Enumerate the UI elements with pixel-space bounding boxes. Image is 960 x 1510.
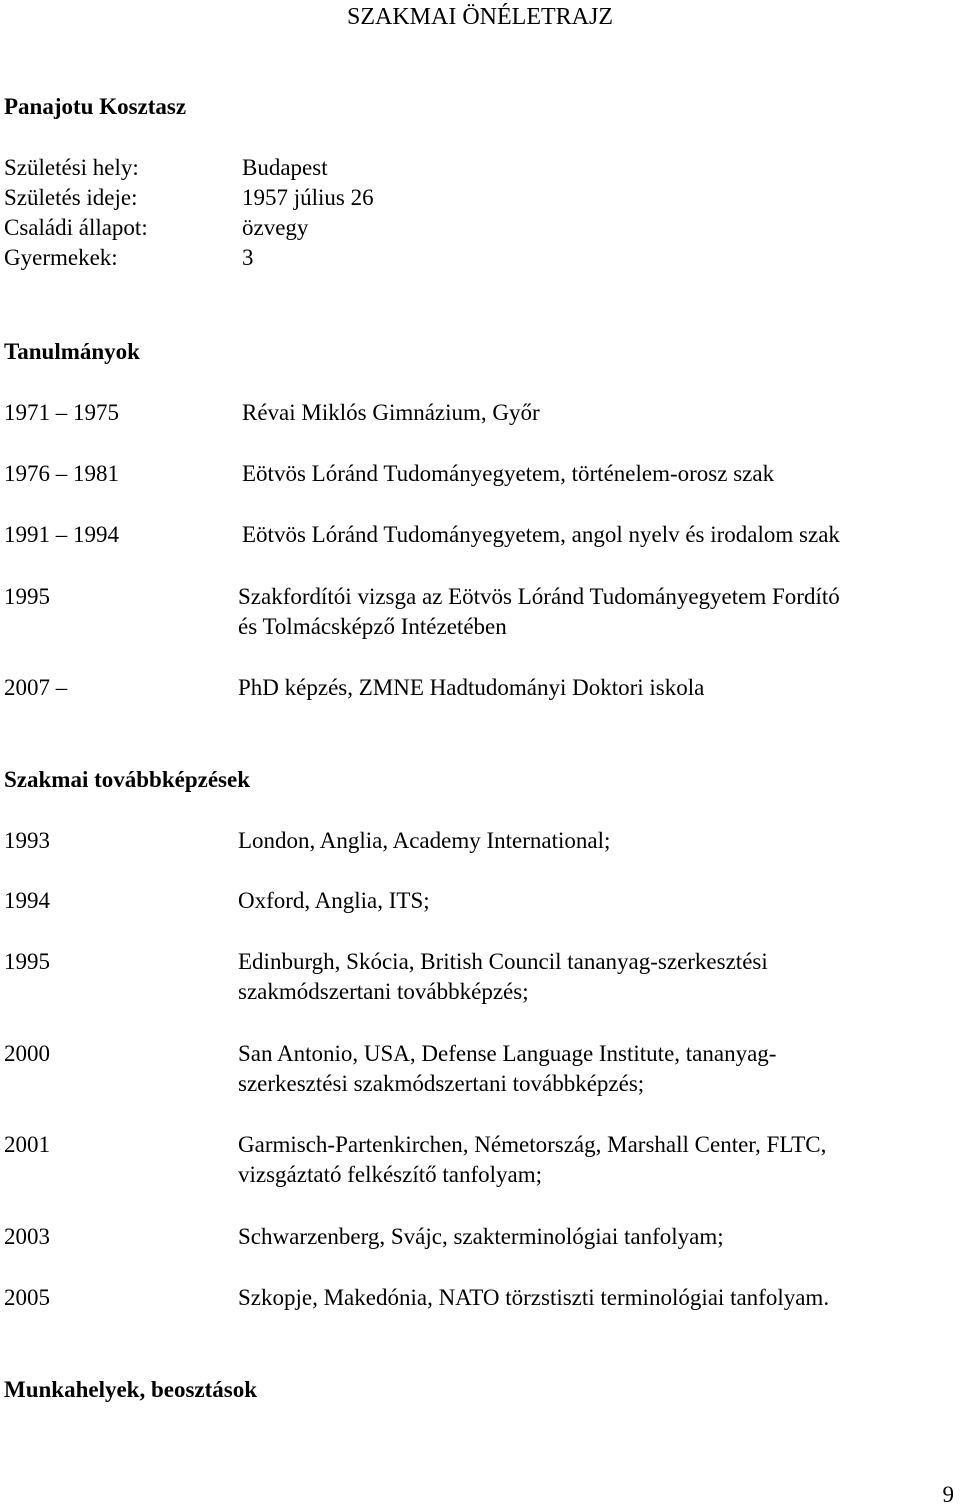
training-year: 1994 (4, 888, 50, 913)
training-year: 2003 (4, 1224, 50, 1249)
birthdate-label: Születés ideje: (4, 185, 138, 210)
marital-status-label: Családi állapot: (4, 215, 148, 240)
study-period: 1976 – 1981 (4, 461, 119, 486)
children-label: Gyermekek: (4, 245, 118, 270)
training-year: 1993 (4, 828, 50, 853)
study-period: 1991 – 1994 (4, 522, 119, 547)
study-description: Eötvös Lóránd Tudományegyetem, angol nyelv és irodalom szak (242, 522, 840, 547)
studies-heading: Tanulmányok (4, 339, 140, 364)
page-title: SZAKMAI ÖNÉLETRAJZ (347, 4, 613, 30)
training-year: 2000 (4, 1041, 50, 1066)
training-description: San Antonio, USA, Defense Language Institute, tananyag- (238, 1041, 777, 1066)
workplaces-heading: Munkahelyek, beosztások (4, 1377, 258, 1402)
birthplace-value: Budapest (242, 155, 328, 180)
training-description-continued: vizsgáztató felkészítő tanfolyam; (238, 1162, 542, 1187)
study-description: PhD képzés, ZMNE Hadtudományi Doktori iskola (238, 675, 705, 700)
training-description: Garmisch-Partenkirchen, Németország, Marshall Center, FLTC, (238, 1132, 827, 1157)
training-year: 2005 (4, 1285, 50, 1310)
training-description: Schwarzenberg, Svájc, szakterminológiai tanfolyam; (238, 1224, 724, 1249)
training-description: Szkopje, Makedónia, NATO törzstiszti terminológiai tanfolyam. (238, 1285, 830, 1310)
training-description-continued: szerkesztési szakmódszertani továbbképzés; (238, 1071, 645, 1096)
study-period: 2007 – (4, 675, 68, 700)
training-description: Edinburgh, Skócia, British Council tananyag-szerkesztési (238, 949, 768, 974)
person-name: Panajotu Kosztasz (4, 94, 187, 119)
page-number: 9 (942, 1482, 954, 1507)
study-period: 1971 – 1975 (4, 400, 119, 425)
training-year: 2001 (4, 1132, 50, 1157)
children-value: 3 (242, 245, 254, 270)
trainings-heading: Szakmai továbbképzések (4, 767, 250, 792)
study-description-continued: és Tolmácsképző Intézetében (238, 614, 507, 639)
marital-status-value: özvegy (242, 215, 309, 240)
study-period: 1995 (4, 584, 50, 609)
training-description-continued: szakmódszertani továbbképzés; (238, 979, 529, 1004)
study-description: Révai Miklós Gimnázium, Győr (242, 400, 540, 425)
study-description: Eötvös Lóránd Tudományegyetem, történelem-orosz szak (242, 461, 775, 486)
study-description: Szakfordítói vizsga az Eötvös Lóránd Tudományegyetem Fordító (238, 584, 840, 609)
training-year: 1995 (4, 949, 50, 974)
birthdate-value: 1957 július 26 (242, 185, 374, 210)
training-description: Oxford, Anglia, ITS; (238, 888, 430, 913)
training-description: London, Anglia, Academy International; (238, 828, 611, 853)
birthplace-label: Születési hely: (4, 155, 139, 180)
